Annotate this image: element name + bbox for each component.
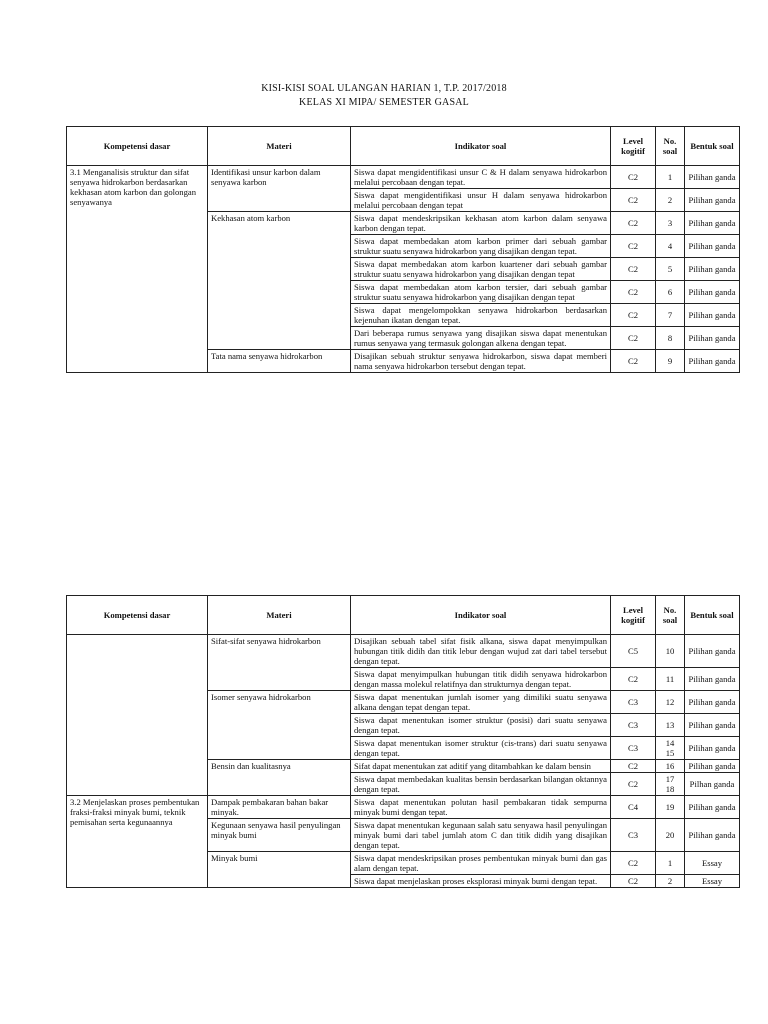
indikator-cell: Siswa dapat mengidentifikasi unsur H dalam senyawa hidrokarbon melalui percobaan dengan tepat <box>351 189 611 212</box>
materi-cell: Dampak pembakaran bahan bakar minyak. <box>208 796 351 819</box>
table-row <box>67 796 740 819</box>
no-cell: 5 <box>656 258 685 281</box>
no-cell: 10 <box>656 635 685 668</box>
indikator-cell: Siswa dapat mendeskripsikan proses pembentukan minyak bumi dan gas alam dengan tepat. <box>351 852 611 875</box>
document-title: KISI-KISI SOAL ULANGAN HARIAN 1, T.P. 2017/2018 <box>261 83 507 94</box>
no-cell: 12 <box>656 691 685 714</box>
bentuk-cell: Pilihan ganda <box>685 350 740 373</box>
kisi-kisi-table-1 <box>66 126 740 373</box>
header-indikator: Indikator soal <box>351 127 611 166</box>
materi-cell: Isomer senyawa hidrokarbon <box>208 691 351 760</box>
table-row <box>67 166 740 189</box>
level-cell: C2 <box>611 875 656 888</box>
no-cell: 8 <box>656 327 685 350</box>
bentuk-cell: Pilihan ganda <box>685 668 740 691</box>
header-level: Level kogitif <box>611 596 656 635</box>
header-materi: Materi <box>208 127 351 166</box>
level-cell: C2 <box>611 258 656 281</box>
bentuk-cell: Pilihan ganda <box>685 281 740 304</box>
level-cell: C5 <box>611 635 656 668</box>
indikator-cell: Disajikan sebuah struktur senyawa hidrokarbon, siswa dapat memberi nama senyawa hidrokarbon tersebut dengan tepat. <box>351 350 611 373</box>
no-cell <box>656 773 685 796</box>
header-no: No. soal <box>656 127 685 166</box>
indikator-cell: Siswa dapat membedakan atom karbon tersier, dari sebuah gambar struktur suatu senyawa hidrokarbon yang disajikan dengan tepat <box>351 281 611 304</box>
indikator-cell: Siswa dapat menyimpulkan hubungan titik didih senyawa hidrokarbon dengan massa molekul relatifnya dan strukturnya dengan tepat. <box>351 668 611 691</box>
materi-cell: Bensin dan kualitasnya <box>208 760 351 796</box>
bentuk-cell: Pilihan ganda <box>685 258 740 281</box>
no-cell: 20 <box>656 819 685 852</box>
bentuk-cell: Pilihan ganda <box>685 166 740 189</box>
indikator-cell: Siswa dapat menentukan jumlah isomer yang dimiliki suatu senyawa alkana dengan tepat dengan tepat. <box>351 691 611 714</box>
materi-cell: Identifikasi unsur karbon dalam senyawa karbon <box>208 166 351 212</box>
header-kompetensi: Kompetensi dasar <box>67 596 208 635</box>
level-cell: C2 <box>611 189 656 212</box>
materi-cell: Kekhasan atom karbon <box>208 212 351 350</box>
indikator-cell: Siswa dapat mendeskripsikan kekhasan atom karbon dalam senyawa karbon dengan tepat. <box>351 212 611 235</box>
header-no: No. soal <box>656 596 685 635</box>
indikator-cell: Siswa dapat membedakan atom karbon primer dari sebuah gambar struktur suatu senyawa hidrokarbon yang disajikan dengan tepat. <box>351 235 611 258</box>
no-cell: 1 <box>656 166 685 189</box>
header-level: Level kogitif <box>611 127 656 166</box>
indikator-cell: Siswa dapat menjelaskan proses eksplorasi minyak bumi dengan tepat. <box>351 875 611 888</box>
level-cell: C3 <box>611 819 656 852</box>
bentuk-cell: Pilihan ganda <box>685 212 740 235</box>
no-value: 14 <box>665 738 675 748</box>
kompetensi-cell: 3.2 Menjelaskan proses pembentukan fraksi-fraksi minyak bumi, teknik pemisahan serta kegunaannya <box>67 796 208 888</box>
bentuk-cell: Pilihan ganda <box>685 304 740 327</box>
bentuk-cell: Essay <box>685 875 740 888</box>
bentuk-cell: Pilihan ganda <box>685 691 740 714</box>
level-cell: C2 <box>611 327 656 350</box>
level-cell: C2 <box>611 212 656 235</box>
level-cell: C2 <box>611 235 656 258</box>
header-bentuk: Bentuk soal <box>685 127 740 166</box>
kompetensi-cell-empty <box>67 635 208 796</box>
document-subtitle: KELAS XI MIPA/ SEMESTER GASAL <box>299 97 469 108</box>
level-cell: C2 <box>611 668 656 691</box>
bentuk-cell: Pilihan ganda <box>685 796 740 819</box>
level-cell: C2 <box>611 852 656 875</box>
no-cell: 9 <box>656 350 685 373</box>
materi-cell: Sifat-sifat senyawa hidrokarbon <box>208 635 351 691</box>
level-cell: C3 <box>611 737 656 760</box>
header-kompetensi: Kompetensi dasar <box>67 127 208 166</box>
indikator-cell: Disajikan sebuah tabel sifat fisik alkana, siswa dapat menyimpulkan hubungan titik didih dan titik lebur dengan wujud zat dari tabel tersebut dengan tepat. <box>351 635 611 668</box>
level-cell: C2 <box>611 281 656 304</box>
bentuk-cell: Essay <box>685 852 740 875</box>
bentuk-cell: Pilihan ganda <box>685 737 740 760</box>
level-cell: C2 <box>611 350 656 373</box>
no-cell: 7 <box>656 304 685 327</box>
no-value: 17 <box>665 774 675 784</box>
indikator-cell: Siswa dapat menentukan isomer struktur (cis-trans) dari suatu senyawa dengan tepat. <box>351 737 611 760</box>
no-cell: 19 <box>656 796 685 819</box>
indikator-cell: Siswa dapat mengidentifikasi unsur C & H dalam senyawa hidrokarbon melalui percobaan dengan tepat. <box>351 166 611 189</box>
bentuk-cell: Pilhan ganda <box>685 773 740 796</box>
level-cell: C2 <box>611 304 656 327</box>
table-row <box>67 635 740 668</box>
no-cell: 6 <box>656 281 685 304</box>
indikator-cell: Siswa dapat membedakan atom karbon kuartener dari sebuah gambar struktur suatu senyawa hidrokarbon yang disajikan dengan tepat <box>351 258 611 281</box>
bentuk-cell: Pilihan ganda <box>685 635 740 668</box>
indikator-cell: Siswa dapat menentukan polutan hasil pembakaran tidak sempurna minyak bumi dengan tepat. <box>351 796 611 819</box>
table-header-row <box>67 127 740 166</box>
bentuk-cell: Pilihan ganda <box>685 189 740 212</box>
no-cell: 3 <box>656 212 685 235</box>
level-cell: C4 <box>611 796 656 819</box>
header-indikator: Indikator soal <box>351 596 611 635</box>
bentuk-cell: Pilihan ganda <box>685 235 740 258</box>
indikator-cell: Siswa dapat menentukan kegunaan salah satu senyawa hasil penyulingan minyak bumi dari tabel jumlah atom C dan titik didih yang disajikan dengan tepat. <box>351 819 611 852</box>
materi-cell: Tata nama senyawa hidrokarbon <box>208 350 351 373</box>
no-cell: 11 <box>656 668 685 691</box>
materi-cell: Kegunaan senyawa hasil penyulingan minyak bumi <box>208 819 351 852</box>
no-cell: 1 <box>656 852 685 875</box>
indikator-cell: Siswa dapat mengelompokkan senyawa hidrokarbon berdasarkan kejenuhan ikatan dengan tepat. <box>351 304 611 327</box>
no-cell: 4 <box>656 235 685 258</box>
level-cell: C3 <box>611 691 656 714</box>
bentuk-cell: Pilihan ganda <box>685 760 740 773</box>
bentuk-cell: Pilihan ganda <box>685 327 740 350</box>
no-cell: 13 <box>656 714 685 737</box>
indikator-cell: Siswa dapat menentukan isomer struktur (posisi) dari suatu senyawa dengan tepat. <box>351 714 611 737</box>
no-cell: 16 <box>656 760 685 773</box>
level-cell: C2 <box>611 773 656 796</box>
table-header-row <box>67 596 740 635</box>
level-cell: C2 <box>611 760 656 773</box>
level-cell: C2 <box>611 166 656 189</box>
indikator-cell: Sifat dapat menentukan zat aditif yang ditambahkan ke dalam bensin <box>351 760 611 773</box>
no-value: 15 <box>665 748 675 758</box>
no-value: 18 <box>665 784 675 794</box>
materi-cell: Minyak bumi <box>208 852 351 888</box>
bentuk-cell: Pilihan ganda <box>685 714 740 737</box>
kisi-kisi-table-2 <box>66 595 740 888</box>
kompetensi-cell: 3.1 Menganalisis struktur dan sifat senyawa hidrokarbon berdasarkan kekhasan atom karbon dan golongan senyawanya <box>67 166 208 373</box>
level-cell: C3 <box>611 714 656 737</box>
indikator-cell: Dari beberapa rumus senyawa yang disajikan siswa dapat menentukan rumus senyawa yang termasuk golongan alkena dengan tepat. <box>351 327 611 350</box>
header-materi: Materi <box>208 596 351 635</box>
header-bentuk: Bentuk soal <box>685 596 740 635</box>
bentuk-cell: Pilihan ganda <box>685 819 740 852</box>
no-cell: 2 <box>656 875 685 888</box>
indikator-cell: Siswa dapat membedakan kualitas bensin berdasarkan bilangan oktannya dengan tepat. <box>351 773 611 796</box>
no-cell: 2 <box>656 189 685 212</box>
no-cell <box>656 737 685 760</box>
